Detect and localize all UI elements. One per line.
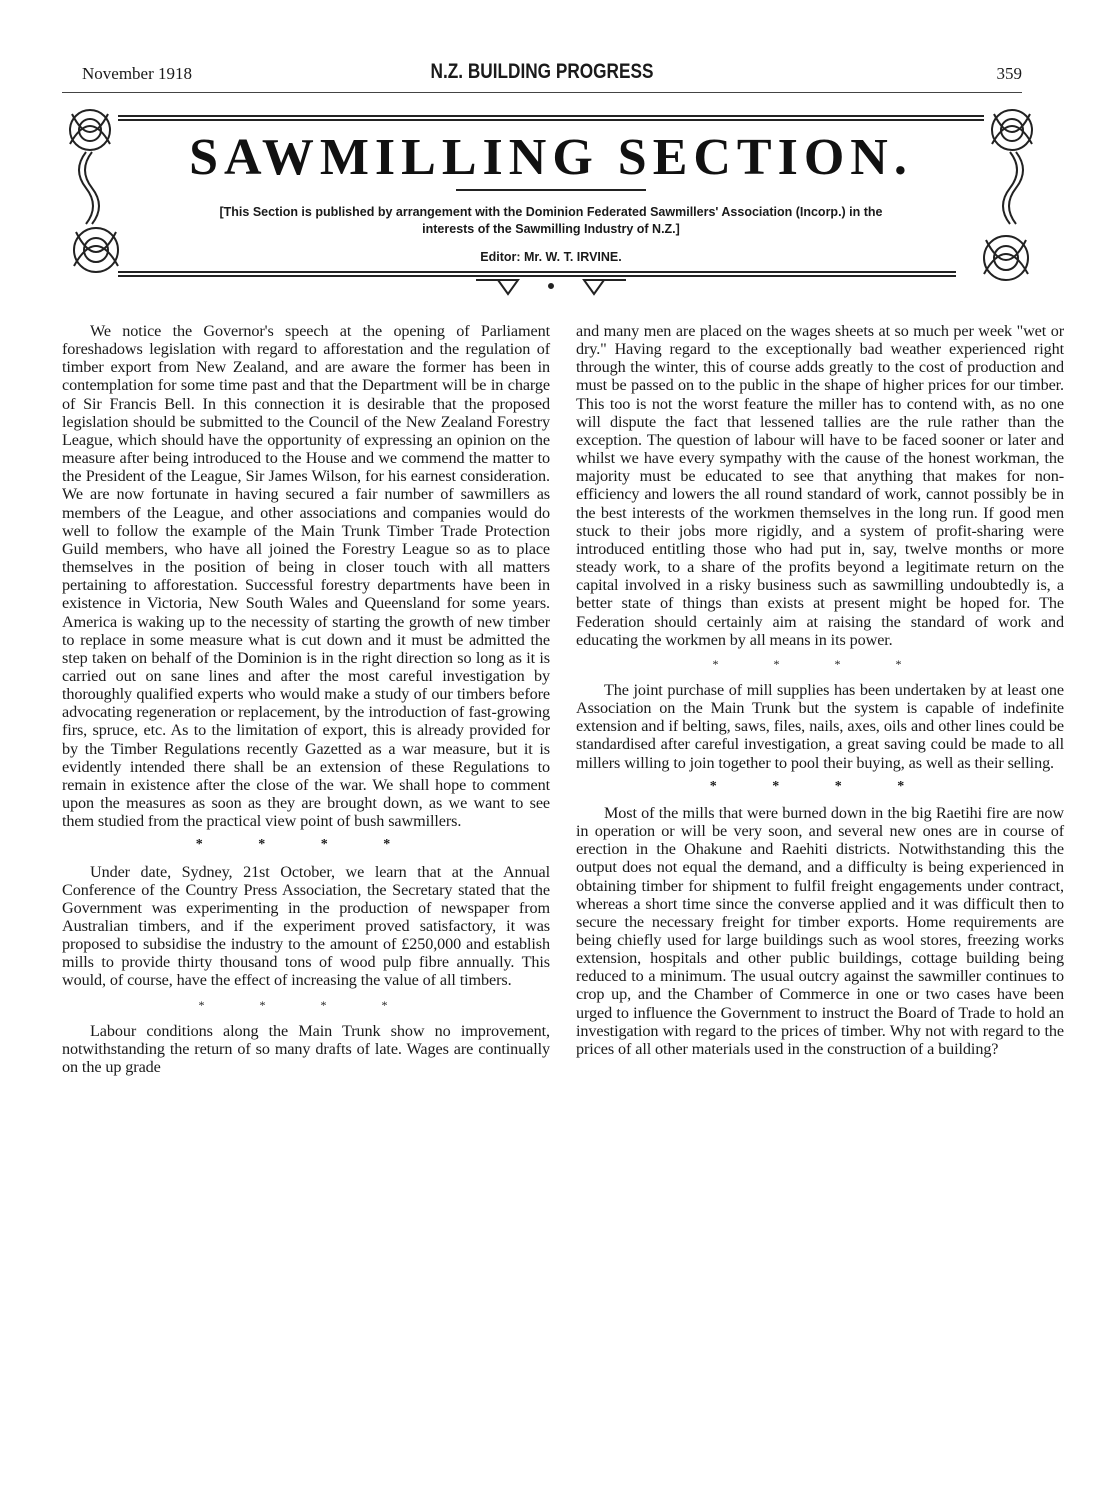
publication-note: [This Section is published by arrangement with the Dominion Federated Sawmillers' Association (Incorp.) in the interests of the Sawmilling Industry of N.Z.] [219,205,883,236]
article-raetihi-fire: Most of the mills that were burned down in the big Raetihi fire are now in operation or will be very soon, and several new ones are in course of erection in the Ohakune and Raehiti districts. Notwithstanding this the output does not equal the demand, and a difficulty is being experienced in obtaining timber for shipment to fulfil freight engagements under contract, whereas a short time since the converse applied and it was difficult then to secure the necessary freight for timber exports. Home requirements are being chiefly used for large buildings such as wool stores, freezing works extension, hospitals and other public buildings, cottage building being reduced to a minimum. The usual outcry against the sawmiller continues to crop up, and the Chamber of Commerce in one or two cases have been urged to influence the Government to instruct the Board of Trade to hold an investigation with regard to the prices of timber. Why not with regard to the prices of all other materials used in the construction of a building? [576,803,1064,1058]
section-masthead [56,100,1046,310]
article-afforestation: We notice the Governor's speech at the opening of Parliament foreshadows legislation with regard to afforestation and the regulation of timber export from New Zealand, and are aware the former has been in contemplation for some time past and that the Department will be in charge of Sir Francis Bell. In this connection it is desirable that the proposed legislation should be submitted to the Council of the New Zealand Forestry League, which should have the opportunity of expressing an opinion on the measure after being introduced to the House and we commend the matter to the President of the League, Sir James Wilson, for his earnest consideration. We are now fortunate in having secured a fair number of sawmillers as members of the League, and other associations and companies would do well to follow the example of the Main Trunk Timber Trade Protection Guild members, who have all joined the Forestry League so as to place themselves in the position of being in closer touch with all matters pertaining to afforestation. Successful forestry departments have been in existence in Victoria, New South Wales and Queensland for some years. America is waking up to the necessity of starting the growth of new timber to replace in some measure what is cut down and it must be admitted the step taken on behalf of the Dominion is in the right direction so long as it is carried out on sane lines and after the most careful investigation by thoroughly qualified experts who would make a study of our timbers before advocating regeneration or replacement, by the introduction of fast-growing firs, spruce, etc. As to the limitation of export, this is already provided for by the Timber Regulations recently Gazetted as a war measure, but it is evidently intended there shall be an extension of these Regulations to remain in existence after the close of the war. We shall hope to comment upon the measures as soon as they are brought down, as we want to see them studied from the practical view point of bush sawmillers. [62,322,550,831]
section-title: SAWMILLING SECTION. [189,129,913,186]
article-mill-supplies: The joint purchase of mill supplies has been undertaken by at least one Association on the Main Trunk but the system is capable of indefinite extension and if belting, saws, files, nails, axes, oils and other lines could be standardised after careful investigation, a great saving could be made to all millers willing to join together to pool their buying, as well as their selling. [576,680,1064,772]
left-column [62,322,550,1076]
issue-date: November 1918 [82,64,193,83]
running-head [62,58,1022,93]
section-separator: * * * * [709,778,931,794]
right-column [576,322,1064,1058]
page-number: 359 [996,64,1022,83]
article-labour-start: Labour conditions along the Main Trunk show no improvement, notwithstanding the return of so many drafts of late. Wages are continually on the up grade [62,1021,550,1077]
editor-line: Editor: Mr. W. T. IRVINE. [480,250,622,264]
section-separator: * * * * [712,656,928,671]
article-labour-continued: and many men are placed on the wages sheets at so much per week "wet or dry." Having regard to the exceptionally bad weather experienced right through the winter, this of course adds greatly to the cost of production and must be passed on to the public in the shape of higher prices for our timber. This too is not the worst feature the miller has to contend with, as no one will dispute the fact that lessened tallies are the rule rather than the exception. The question of labour will have to be faced sooner or later and whilst we have every sympathy with the cause of the honest workman, the majority must be educated to see that anything that makes for non-efficiency and lowers the all round standard of work, cannot possibly be in the best interests of the workmen themselves in the long run. If good men stuck to their jobs more rigidly, and a system of profit-sharing were introduced entitling those who had put in, say, twelve months or more steady work, to a share of the profits beyond a legitimate return on the capital involved in a risky business such as sawmilling undoubtedly is, a better state of things than exists at present might be hoped for. The Federation should certainly aim at raising the standard of work and educating the workmen by all means in its power. [576,322,1064,649]
section-separator: * * * * [198,997,414,1012]
journal-title: N.Z. BUILDING PROGRESS [430,60,654,83]
section-separator: * * * * [195,837,417,853]
article-wood-pulp: Under date, Sydney, 21st October, we learn that at the Annual Conference of the Country Press Association, the Secretary stated that the Government was experimenting in the production of newspaper from Australian timbers, and if the experiment proved satisfactory, it was proposed to subsidise the industry to the amount of £250,000 and establish mills to provide thirty thousand tons of wood pulp fibre annually. This would, of course, have the effect of increasing the value of all timbers. [62,862,550,990]
